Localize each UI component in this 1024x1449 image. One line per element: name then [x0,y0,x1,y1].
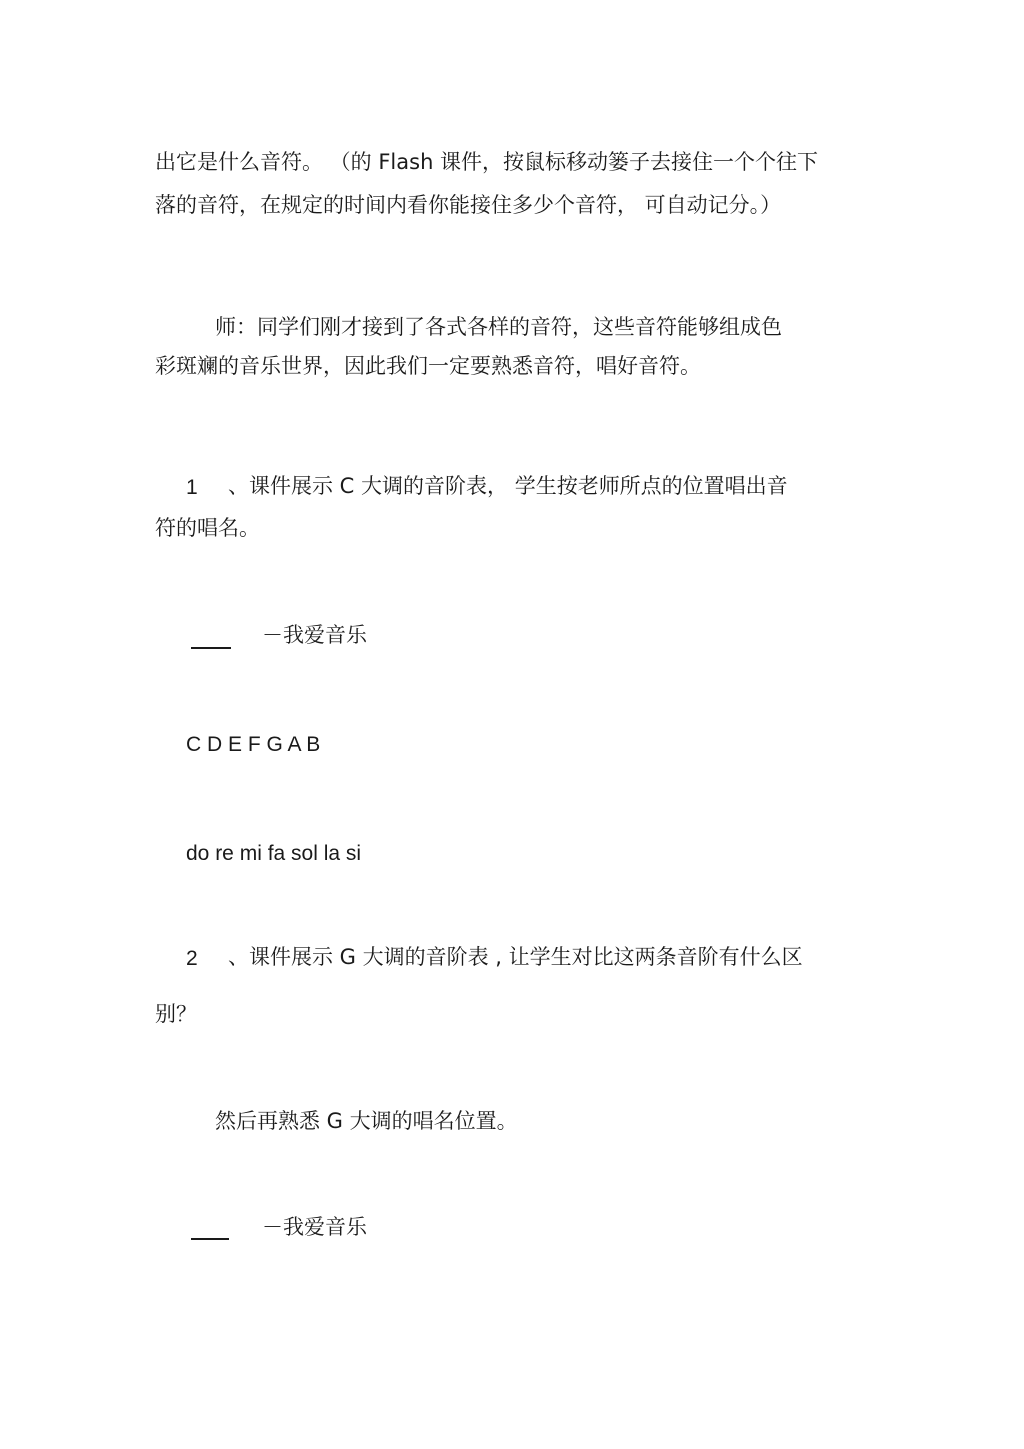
scale-solfege: do re mi fa sol la si [186,842,362,865]
song-2-title: －我爱音乐 [262,1215,367,1239]
item-1-line-2: 符的唱名。 [155,516,260,540]
paragraph-1-line-2: 落的音符，在规定的时间内看你能接住多少个音符， 可自动记分。） [155,193,782,217]
item-1-number: 1 [186,476,198,499]
paragraph-2-line-2: 彩斑斓的音乐世界，因此我们一定要熟悉音符，唱好音符。 [155,354,701,378]
scale-letters: C D E F G A B [186,733,321,756]
paragraph-1-line-1: 出它是什么音符。 （的 Flash 课件，按鼠标移动篓子去接住一个个往下 [155,150,819,174]
song-1-title: －我爱音乐 [262,623,367,647]
paragraph-2-line-1: 师：同学们刚才接到了各式各样的音符，这些音符能够组成色 [215,315,782,339]
song-2-blank [191,1238,229,1240]
item-2-line-1: 、课件展示 G 大调的音阶表 , 让学生对比这两条音阶有什么区 [228,945,803,969]
item-1-line-1: 、课件展示 C 大调的音阶表， 学生按老师所点的位置唱出音 [228,474,788,498]
paragraph-5-line-1: 然后再熟悉 G 大调的唱名位置。 [215,1109,518,1133]
item-2-line-2: 别？ [155,1002,197,1026]
song-1-blank [191,647,231,649]
item-2-number: 2 [186,947,198,970]
